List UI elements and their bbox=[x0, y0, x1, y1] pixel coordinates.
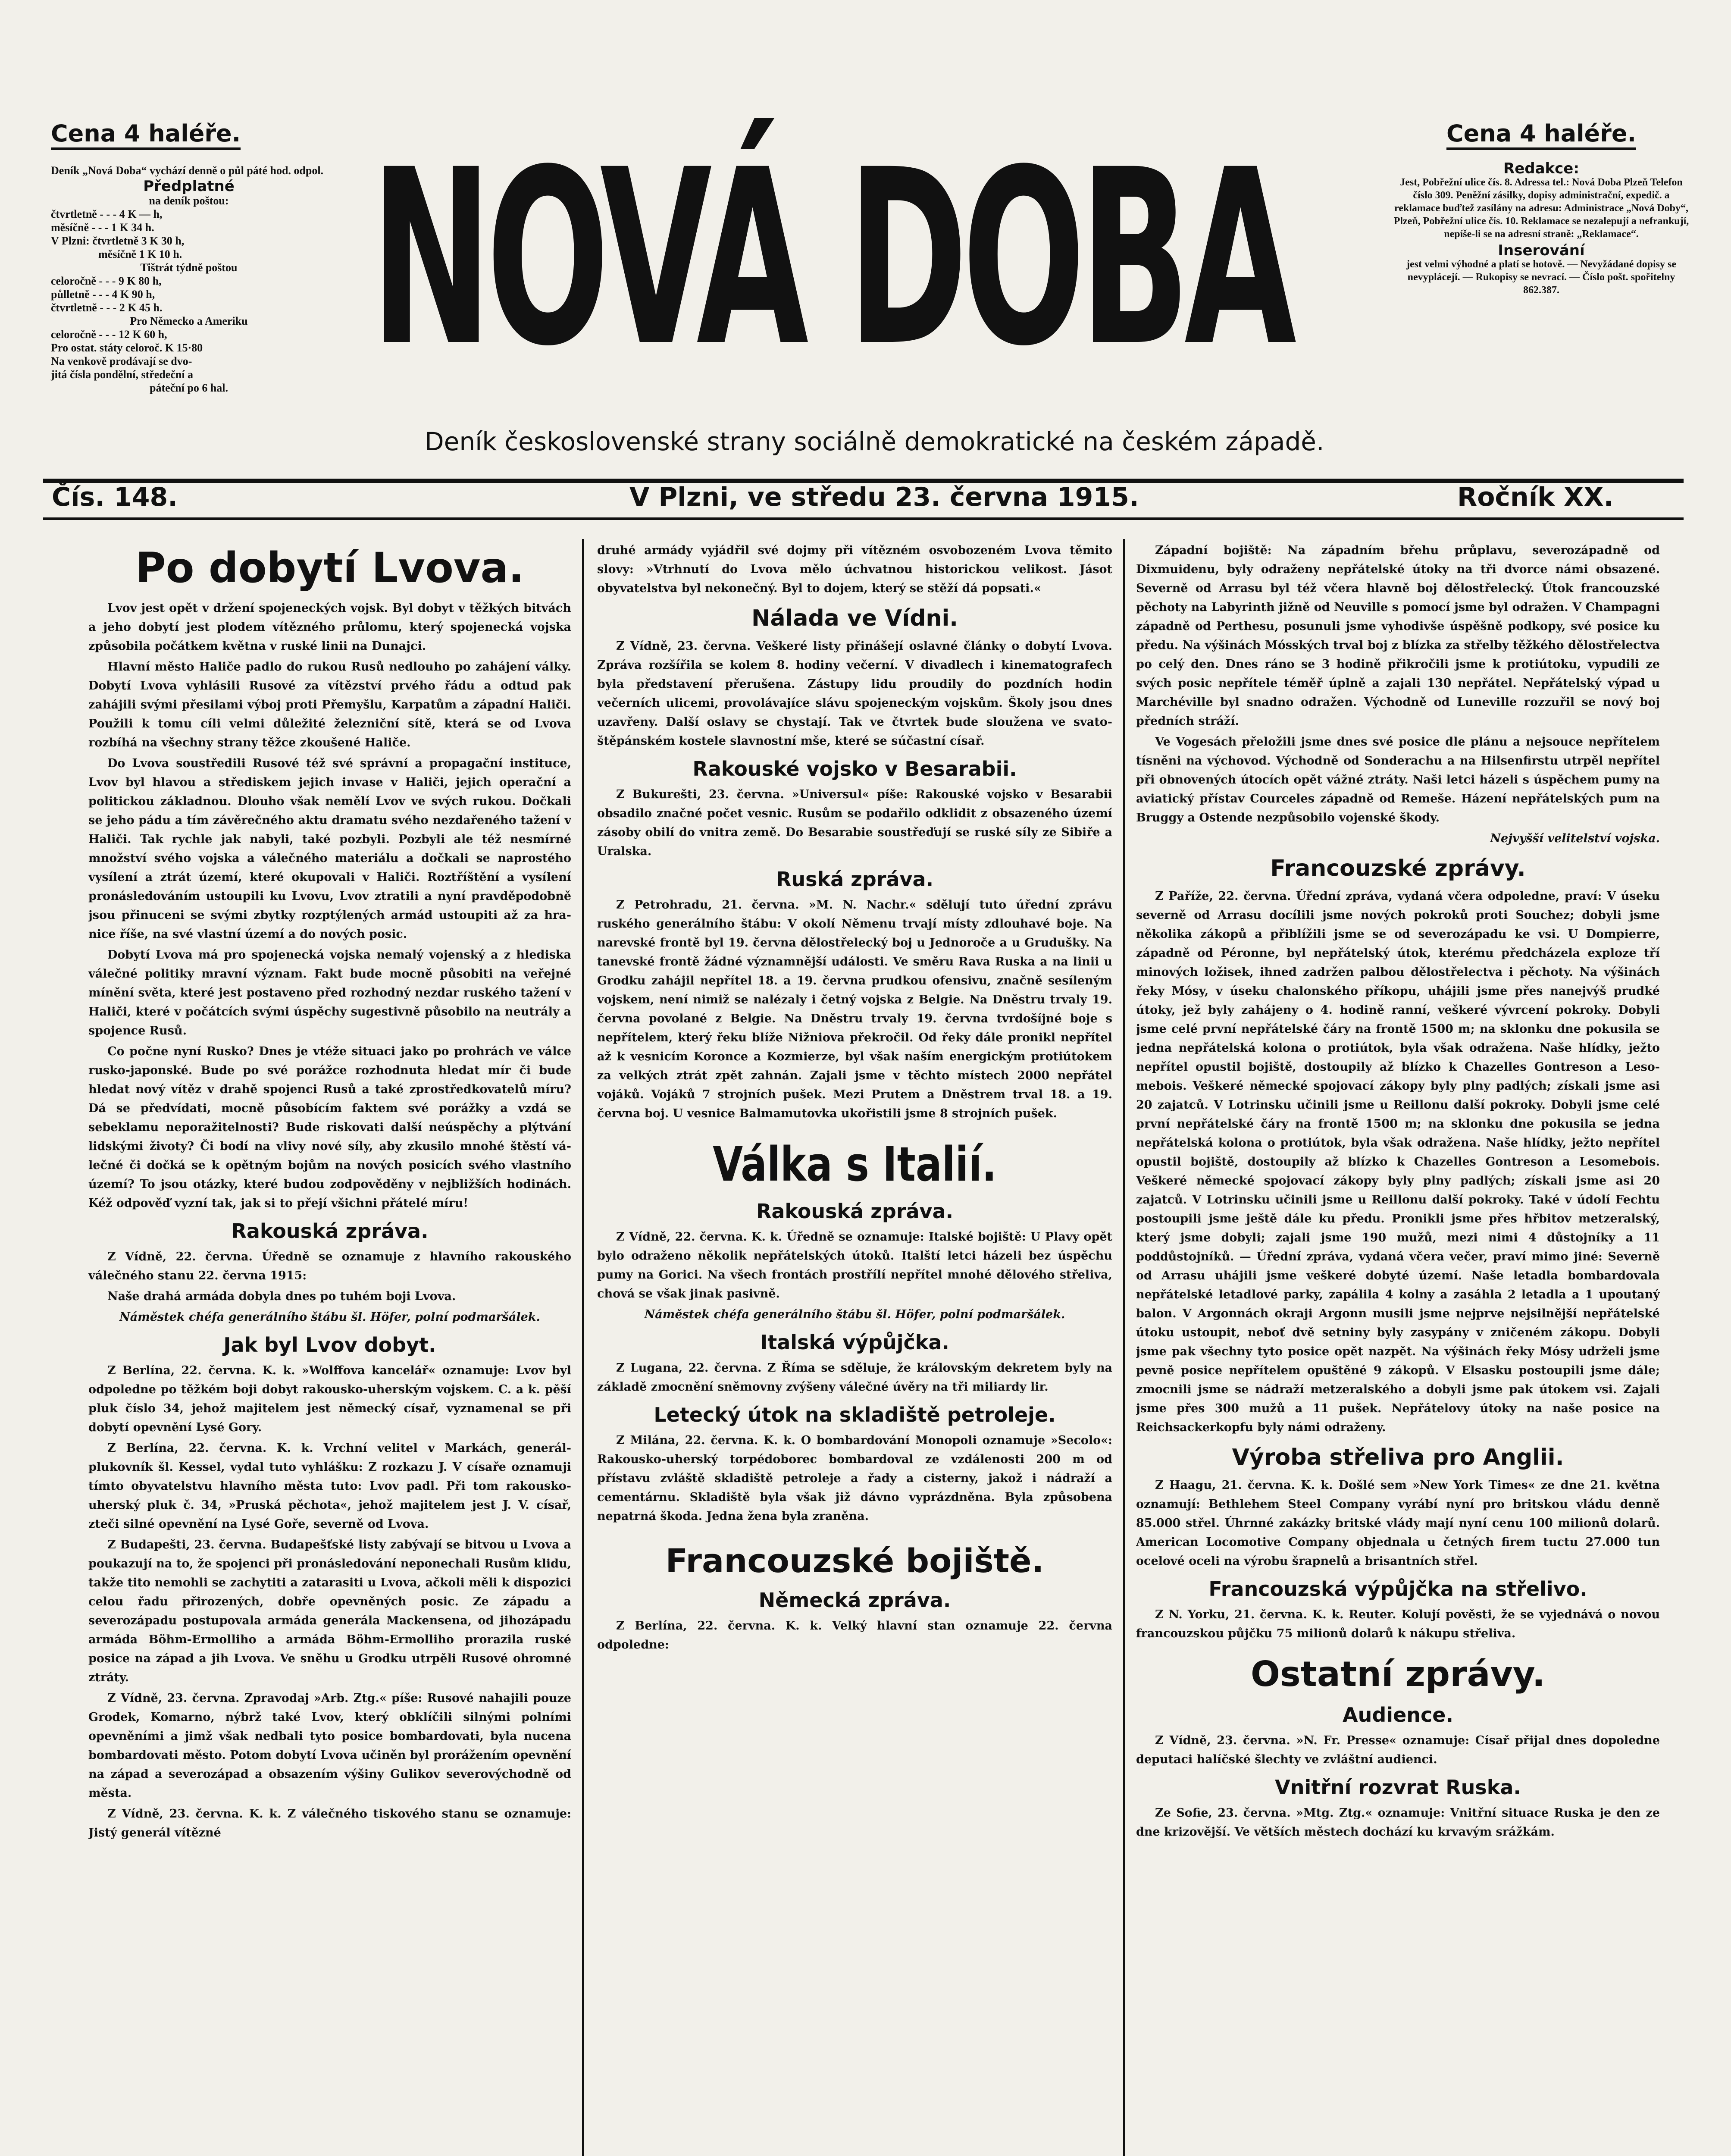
column-divider bbox=[582, 539, 584, 2156]
column-divider bbox=[1123, 539, 1125, 2156]
headline-francouzske-bojiste: Francouzské bojiště. bbox=[665, 1542, 1044, 1580]
signature: Nejvyšší velitelství vojska. bbox=[1490, 832, 1660, 845]
price-line: jitá čísla pondělní, středeční a bbox=[51, 368, 194, 381]
intro-text: Deník „Nová Doba“ vychází denně o půl páté hod. odpol. bbox=[51, 164, 324, 177]
price-line: Pro Německo a Ameriku bbox=[130, 315, 248, 327]
ads-text: jest velmi výhodné a platí se hotově. — Nevyžádané dopisy se nevyplácejí. — Rukopisy se nevrací. — Číslo pošt. spořitelny 862.387. bbox=[1406, 259, 1676, 296]
heading-jak-byl-lvov-dobyt: Jak byl Lvov dobyt. bbox=[223, 1333, 436, 1357]
heading-vyroba-streliva: Výroba střeliva pro Anglii. bbox=[1232, 1445, 1564, 1470]
article-paragraph: Z Berlína, 22. června. K. k. Velký hlavní stan oznamuje 22. června odpoledne: bbox=[597, 1619, 1112, 1651]
heading-nemecka-zprava: Německá zpráva. bbox=[758, 1589, 951, 1612]
article-paragraph: Hlavní město Haliče padlo do rukou Rusů nedlouho po zahájení války. Dobytí Lvova vyhlásili Rusové za vítězství prvého řádu a odtud pak zahájili svými přesilami výboj proti Přemyšlu, Karpatům a západní Haliči. Použili k tomu cíli velmi důležité železniční sítě, která se od Lvova rozbíhá na všechny strany těžce zkoušené Haliče. bbox=[88, 660, 571, 749]
price-right-box bbox=[1390, 120, 1692, 297]
price-right: Cena 4 haléře. bbox=[1446, 120, 1636, 150]
volume: Ročník XX. bbox=[1457, 482, 1614, 512]
article-paragraph: Z N. Yorku, 21. června. K. k. Reuter. Kolují pověsti, že se vyjednává o novou francouzskou půjčku 75 milionů dolarů k nákupu střeliva. bbox=[1136, 1608, 1660, 1640]
bottom-rule bbox=[43, 517, 1684, 520]
price-line: Na venkově prodávají se dvo- bbox=[51, 355, 192, 367]
heading-italska-vypujcka: Italská výpůjčka. bbox=[760, 1331, 949, 1354]
article-paragraph: Ze Sofie, 23. června. »Mtg. Ztg.« oznamuje: Vnitřní situace Ruska je den ze dne krizovější. Ve větších městech dochází ku krvavým srážkám. bbox=[1136, 1806, 1660, 1839]
price-line: měsíčně - - - 1 K 34 h. bbox=[51, 221, 154, 234]
headline-valka-s-italii: Válka s Italií. bbox=[713, 1137, 997, 1192]
article-paragraph: Dobytí Lvova má pro spojenecká vojska nemalý vojenský a z hlediska válečné politiky mravní význam. Fakt bude mocně působiti na veřejné mínění světa, které jest postaveno před rozhodný nezdar ruského tažení v Haliči, které v počátcích svými úspěchy sugestivně působilo na neutrály a spojence Rusů. bbox=[88, 948, 571, 1037]
article-paragraph: Naše drahá armáda dobyla dnes po tuhém boji Lvova. bbox=[107, 1290, 456, 1303]
article-paragraph: Z Vídně, 23. června. Zpravodaj »Arb. Ztg.« píše: Rusové nahajili pouze Grodek, Komarno, nýbrž také Lvov, který obklíčili silnými polními opevněními a jimž však nedbali tyto posice bombardovati, byla nucena bombardovati město. Potom dobytí Lvova učiněn byl prorážením opevnění na západ a severozápad a obsazením výšiny Gulikov severovýchodně od města. bbox=[88, 1692, 571, 1800]
price-line: celoročně - - - 12 K 60 h, bbox=[51, 328, 167, 341]
price-line: měsíčně 1 K 10 h. bbox=[98, 248, 182, 260]
masthead-title: NOVÁ DOBA bbox=[371, 118, 1291, 399]
article-paragraph: Z Bukurešti, 23. června. »Universul« píše: Rakouské vojsko v Besarabii obsadilo značné počet vesnic. Rusům se podařilo odklidit z obsazeného území zásoby obilí do vnitra země. Do Besarabie soustřeďují se ruské síly ze Sibiře a Uralska. bbox=[597, 788, 1112, 858]
price-line: čtvrtletně - - - 4 K — h, bbox=[51, 208, 163, 220]
article-paragraph: druhé armády vyjádřil své dojmy při vítězném osvobozeném Lvova těmito slovy: »Vtrhnutí do Lvova mělo úchvatnou historickou velikost. Jásot obyvatelstva byl nekonečný. Byl to dojem, který se stěží dá popsati.« bbox=[597, 544, 1112, 595]
price-line: celoročně - - - 9 K 80 h, bbox=[51, 275, 162, 287]
article-paragraph: Z Vídně, 22. června. K. k. Úředně se oznamuje: Italské bojiště: U Plavy opět bylo odraženo několik nepřátelských útoků. Italští letci házeli bez úspěchu pumy na Gorici. Na všech frontách prostřílí nepřítel mnohé dělového střeliva, chová se však jinak pasivně. bbox=[597, 1230, 1112, 1300]
column-1 bbox=[88, 541, 571, 2156]
price-line: čtvrtletně - - - 2 K 45 h. bbox=[51, 301, 163, 314]
heading-besarabie: Rakouské vojsko v Besarabii. bbox=[692, 757, 1017, 780]
heading-ruska-zprava: Ruská zpráva. bbox=[776, 868, 934, 891]
price-line: Pro ostat. státy celoroč. K 15·80 bbox=[51, 342, 203, 354]
price-line: V Plzni: čtvrtletně 3 K 30 h, bbox=[51, 235, 185, 247]
column-3 bbox=[1136, 541, 1660, 2156]
article-paragraph: Z Vídně, 23. června. K. k. Z válečného tiskového stanu se oznamuje: Jistý generál vítězné bbox=[88, 1807, 571, 1839]
heading-nalada-ve-vidni: Nálada ve Vídni. bbox=[751, 605, 958, 631]
signature: Náměstek chéfa generálního štábu šl. Höfer, polní podmaršálek. bbox=[644, 1308, 1065, 1321]
article-paragraph: Z Petrohradu, 21. června. »M. N. Nachr.« sdělují tuto úřední zprávu ruského generálního štábu: V okolí Němenu trvají místy zdlouhavé boje. Na narevské frontě byl 19. června dělostřelecký boj u Jednoroče a u Grudušky. Na tanevské frontě žádné významnější události. Ve směru Rava Ruska a na linii u Grodku zahájil nepřítel 18. a 19. června prudkou ofensivu, značně sesíleným vojskem, není nimiž se nalézaly i četný vojska z Belgie. Na Dněstru trvaly 19. června povolané z Belgie. Na Dněstru trvaly 19. června tvrdošíjné boje s nepřítelem, který řeku blíže Nižniova překročil. Od řeky dále pronikl nepřítel až k vesnicím Koronce a Kozmierze, byl však naším energickým protiútokem za velkých ztrát zpět zahnán. Zajali jsme v těchto místech 2000 nepřátel vojáků. Vojáků 7 strojních pušek. Mezi Prutem a Dněstrem trval 18. a 19. června boj. U vesnice Balmamutovka ukořistili jsme 8 strojních pušek. bbox=[597, 898, 1112, 1120]
article-paragraph: Z Berlína, 22. června. K. k. Vrchní velitel v Markách, generál-plukovník šl. Kessel, vydal tuto vyhlášku: Z rozkazu J. V císaře oznamuji tímto obyvatelstvu hlavního města tuto: Lvov padl. Při tom rakousko-uherský pluk č. 34, »Pruská pěchota«, jehož majitelem jest J. V. císař, zteči silné opevnění na Lysé Goře, severně od Lvova. bbox=[88, 1442, 571, 1531]
article-paragraph: Do Lvova soustředili Rusové též své správní a propagační instituce, Lvov byl hlavou a střediskem jejich invase v Haliči, jejich operační a politickou základnou. Dlouho však nemělí Lvov ve svých rukou. Dočkali se jeho pádu a tím závěrečného aktu dramatu svého nezdařeného tažení v Haliči. Tak rychle jak nabyli, také pozbyli. Pozbyli ale též nesmírné množství svého vojska a válečného materiálu a dočkali se naprostého vysílení a ztrát území, které okupovali v Haliči. Roztříštění a vysílení pronásledováním ustoupili ku Lvovu, Lvov ztratili a nyní pravděpodobně jsou přinuceni se svými zbytky rozptýlených armád ustoupiti až za hranice říše, na své vlastní území a do nových posic. bbox=[88, 757, 571, 941]
article-paragraph: Z Vídně, 22. června. Úředně se oznamuje z hlavního rakouského válečného stanu 22. června 1915: bbox=[88, 1250, 571, 1282]
price-left: Cena 4 haléře. bbox=[51, 120, 241, 150]
tagline: Deník československé strany sociálně demokratické na českém západě. bbox=[425, 427, 1324, 456]
heading-francouzska-vypujcka: Francouzská výpůjčka na střelivo. bbox=[1208, 1577, 1587, 1601]
ads-title: Inserování bbox=[1498, 242, 1585, 259]
article-paragraph: Z Vídně, 23. června. »N. Fr. Presse« oznamuje: Císař přijal dnes dopoledne deputaci halíčské šlechty ve zvláštní audienci. bbox=[1136, 1734, 1660, 1766]
by-post-text: na deník poštou: bbox=[149, 194, 229, 207]
article-paragraph: Co počne nyní Rusko? Dnes je vtéže situaci jako po prohrách ve válce rusko-japonské. Bude po své porážce rozhodnuta hledat mír či bude hledat nový vítěz v drahě spojenci Rusů a také zprostředkovatelů míru? Dá se předvídati, mocně působícím faktem své porážky a vzdá se sebeklamu neporažitelnosti? Bude riskovati další neúspěchy a plýtvání lidskými životy? Či bodí na vlivy nové síly, aby zkusilo mnohé štěstí válečné či dočká se k opětným bojům na nových posicích svého vlastního území? To jsou otázky, které budou zodpověděny v nejbližších hodinách. Kéž odpověď vyzní tak, jak si to přejí všichni přátelé míru! bbox=[88, 1045, 571, 1210]
article-paragraph: Z Milána, 22. června. K. k. O bombardování Monopoli oznamuje »Secolo«: Rakousko-uherský torpédoborec bombardoval ze vzdálenosti 200 m od přístavu zvláště skladiště petroleje a řady a cisterny, jakož i nádraží a cementárnu. Skladiště byla však již dávno vyprázdněna. Byla způsobena nepatrná škoda. Jedna žena byla zraněna. bbox=[597, 1434, 1112, 1523]
article-paragraph: Z Paříže, 22. června. Úřední zpráva, vydaná včera odpoledne, praví: V úseku severně od Arrasu docílili jsme nových pokroků proti Souchez; dobyli jsme několika zákopů a přiblížili jsme se od severozápadu ke vsi. U Dompierre, západně od Péronne, byl nepřátelský útok, kterému předcházela exploze tří minových ložisek, ihned zadržen palbou dělostřelectva i pěchoty. Na výšinách řeky Mósy, v úseku chalonského příkopu, uhájili jsme přes nanejvýš prudké útoky, jež byly zahájeny o 4. hodině ranní, veškeré vývrcení pokroky. Dobyli jsme celé první nepřátelské čáry na frontě 1500 m; na sklonku dne pokusila se jedna nepřátelská kolona o protiútok, byla však odražena. Naše hlídky, ježto nepřítel opustil bojiště, dostoupily až blízko k Chazelles Gontreson a Lesomebois. Veškeré německé spojovací zákopy byly plny padlých; získali jsme asi 20 zajatců. V Lotrinsku učinili jsme u Reillonu další pokroky. Dobyli jsme celé první nepřátelské čáry na frontě 1500 m; na sklonku dne pokusila se jedna nepřátelská kolona o protiútok, byla však odražena. Naše hlídky, ježto nepřítel opustil bojiště, dostoupily až blízko k Chazelles Gontreson a Lesomebois. Veškeré německé spojovací zákopy byly plny padlých; získali jsme asi 20 zajatců. V Lotrinsku učinili jsme u Reillonu další pokroky. Také v údolí Fechtu postoupili jsme ještě dále ku předu. Pronikli jsme přes hřbitov metzeralský, který jsme dobyli; zajali jsme 190 mužů, mezi nimi 4 důstojníky a 11 poddůstojníků. — Úřední zpráva, vydaná včera večer, praví mimo jiné: Severně od Arrasu uhájili jsme veškeré dobyté území. Naše letadla bombardovala nepřátelské letadlové parky, zapálila 4 kolny a zasáhla 2 letadla a 1 upoutaný balon. V Argonnách okraji Argonn musili jsme nejprve nejsilnější nepřátelské útoku ustoupit, neboť dvě setniny byly zasypány v zničeném zákopu. Dobyli jsme pak všechny tyto posice opět nazpět. Na výšinách řeky Mósy udrželi jsme pevně posice nepřítelem opuštěné 9 zákopů. V Elsasku postoupili jsme dále; zmocnili jsme se nádraží metzeralského a dobyli jsme pak útokem vsi. Zajali jsme přes 300 mužů a 11 pušek. Nepřátelovy útoky na naše posice na Reichsackerkopfu byly námi odraženy. bbox=[1136, 890, 1660, 1434]
article-paragraph: Lvov jest opět v držení spojeneckých vojsk. Byl dobyt v těžkých bitvách a jeho dobytí jest plodem vítězného průlomu, který spojenecká vojska způsobila počátkem května v ruské linii na Dunajci. bbox=[88, 602, 571, 653]
price-line: Tištrát týdně poštou bbox=[140, 261, 238, 274]
article-paragraph: Z Vídně, 23. června. Veškeré listy přinášejí oslavné články o dobytí Lvova. Zpráva rozšířila se kolem 8. hodiny večerní. V divadlech i kinematografech byla představení přerušena. Zástupy lidu proudily do pozdních hodin večerních ulicemi, provolávajíce slávu spojeneckým vojskům. Školy jsou dnes uzavřeny. Další oslavy se chystají. Tak ve čtvrtek bude sloužena ve svatoštěpánském kostele slavnostní mše, které se súčastní císař. bbox=[597, 639, 1112, 748]
headline-ostatni-zpravy: Ostatní zprávy. bbox=[1251, 1654, 1545, 1694]
heading-vnitrni-rozvrat: Vnitřní rozvrat Ruska. bbox=[1275, 1776, 1521, 1799]
heading-francouzske-zpravy: Francouzské zprávy. bbox=[1270, 856, 1526, 881]
editorial-title: Redakce: bbox=[1503, 160, 1579, 177]
article-paragraph: Z Berlína, 22. června. K. k. »Wolffova kancelář« oznamuje: Lvov byl odpoledne po těžkém boji dobyt rakousko-uherským vojskem. C. a k. pěší pluk číslo 34, jehož majitelem jest německý císař, vyznamenal se při dobytí opevnění Lysé Gory. bbox=[88, 1364, 571, 1434]
headline-po-dobyti-lvova: Po dobytí Lvova. bbox=[135, 544, 524, 592]
heading-letecky-utok: Letecký útok na skladiště petroleje. bbox=[654, 1403, 1056, 1426]
article-paragraph: Z Haagu, 21. června. K. k. Došlé sem »New York Times« ze dne 21. května oznamují: Bethlehem Steel Company vyrábí nyní pro britskou vládu denně 85.000 střel. Úhrnné zakázky britské vlády mají nyní cenu 100 milionů dolarů. American Locomotive Company objednala u četných firem tuctu 27.000 tun ocelové oceli na výrobu šrapnelů a brisantních střel. bbox=[1136, 1479, 1660, 1568]
heading-rakouska-zprava: Rakouská zpráva. bbox=[231, 1219, 429, 1243]
article-paragraph: Z Budapešti, 23. června. Budapešťské listy zabývají se bitvou u Lvova a poukazují na to, že spojenci při pronásledování neponechali Rusům klidu, takže tito nemohli se zachytiti a zatarasiti u Lvova, ačkoli měli k dispozici celou řadu přirozených, dobře opevněných posic. Ze západu a severozápadu postupovala armáda generála Mackensena, od jihozápadu armáda Böhm-Ermolliho a armáda Böhm-Ermolliho prorazila ruské posice na západ a jih Lvova. Ve sněhu u Grodku utrpěli Rusové ohromné ztráty. bbox=[88, 1538, 571, 1684]
signature: Náměstek chéfa generálního štábu šl. Höfer, polní podmaršálek. bbox=[119, 1310, 540, 1324]
heading-rakouska-zprava: Rakouská zpráva. bbox=[756, 1200, 954, 1223]
article-paragraph: Západní bojiště: Na západním břehu průplavu, severozápadně od Dixmuidenu, byly odraženy nepřátelské útoky na tři dvorce námi obsazené. Severně od Arrasu byl též včera hlavně boj dělostřelecký. Útok francouzské pěchoty na Labyrinth jižně od Neuville s pomocí jsme byl odražen. V Champagni západně od Perthesu, posunuli jsme vyhodivše úspěšně podkopy, své posice ku předu. Na výšinách Mósských trval boj z blízka za střelby těžkého dělostřelectva po celý den. Dnes ráno se 3 hodině přikročili jsme k protiútoku, vypudili ze svých posic nepřítele téměř úplně a zajali 130 nepřátel. Nepřátelský výpad u Marchéville byl snadno odražen. Východně od Luneville rozzuřil se nový boj předních stráží. bbox=[1136, 544, 1660, 728]
date-line: V Plzni, ve středu 23. června 1915. bbox=[629, 482, 1139, 512]
subscription-title: Předplatné bbox=[143, 178, 235, 195]
article-paragraph: Z Lugana, 22. června. Z Říma se sděluje, že královským dekretem byly na základě zmocnění sněmovny zvýšeny válečné úvěry na tři miliardy lir. bbox=[597, 1361, 1112, 1394]
issue-number: Čís. 148. bbox=[52, 482, 178, 512]
column-2 bbox=[597, 541, 1112, 2156]
price-line: půlletně - - - 4 K 90 h, bbox=[51, 288, 155, 301]
price-line: páteční po 6 hal. bbox=[149, 382, 229, 394]
heading-audience: Audience. bbox=[1343, 1703, 1453, 1727]
editorial-text: Jest, Pobřežní ulice čís. 8. Adressa tel.: Nová Doba Plzeň Telefon číslo 309. Peněžní zásilky, dopisy administrační, expedič. a reklamace buďtež zasílány na adresu: Administrace „Nová Doby“, Plzeň, Pobřežní ulice čís. 10. Reklamace se nezalepují a nefrankují, nepíše-li se na adresní straně: „Reklamace“. bbox=[1393, 177, 1689, 240]
price-left-box bbox=[51, 120, 327, 395]
article-paragraph: Ve Vogesách přeložili jsme dnes své posice dle plánu a nejsouce nepřítelem tísněni na výchovod. Východně od Sonderachu a na Hilsenfirstu utrpěl nepřítel při obnovených útocích opět vážné ztráty. Naši letci házeli s úspěchem pumy na aviatický přístav Courceles západně od Remeše. Házení nepřátelských pum na Bruggy a Ostende nezpůsobilo vojenské škody. bbox=[1136, 735, 1660, 824]
